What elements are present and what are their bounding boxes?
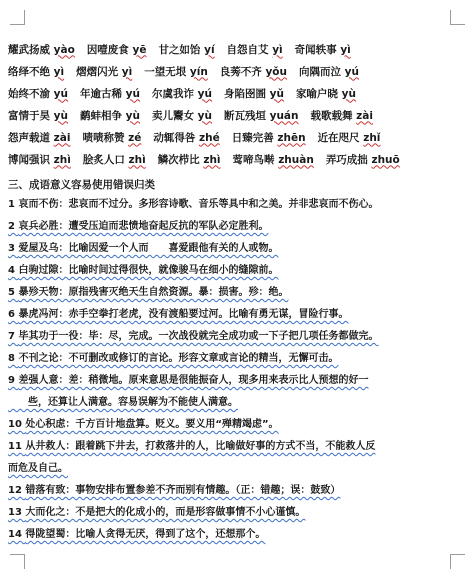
- idiom-pinyin-list: [8, 38, 460, 170]
- idiom-pinyin: yú: [344, 65, 359, 78]
- idiom-item: [152, 108, 224, 123]
- idiom-row: [8, 38, 460, 60]
- idiom-pinyin: zhé: [199, 131, 220, 144]
- idiom-word: 一望无垠: [144, 65, 187, 78]
- idiom-entry: [8, 392, 460, 414]
- idiom-entry: [8, 238, 460, 260]
- idiom-item: [224, 86, 296, 101]
- idiom-entry: [8, 216, 460, 238]
- idiom-pinyin: yú: [125, 87, 140, 100]
- entry-number: 12: [8, 485, 22, 496]
- idiom-pinyin: yù: [197, 109, 212, 122]
- entry-number: 7: [8, 331, 15, 342]
- idiom-pinyin: yē: [132, 43, 147, 56]
- idiom-item: [8, 130, 82, 145]
- idiom-word: 怨声载道: [8, 131, 50, 144]
- crop-mark-top-right: [450, 10, 465, 25]
- idiom-word: 家喻户晓: [295, 87, 338, 100]
- idiom-pinyin: yǔ: [269, 87, 284, 100]
- idiom-item: [299, 64, 371, 79]
- idiom-meaning-list: [8, 194, 460, 546]
- idiom-pinyin: yù: [53, 109, 68, 122]
- idiom-item: [220, 64, 299, 79]
- idiom-item: [8, 152, 83, 167]
- idiom-item: [158, 42, 226, 57]
- entry-text: 处心积虑：千方百计地盘算。贬义。要义用“殚精竭虑”。: [25, 419, 279, 430]
- idiom-entry: [8, 502, 460, 524]
- idiom-word: 身陷囹圄: [223, 87, 266, 100]
- idiom-word: 鹬蚌相争: [79, 109, 122, 122]
- idiom-item: [232, 130, 318, 145]
- idiom-pinyin: zhǐ: [363, 131, 381, 144]
- idiom-item: [87, 42, 159, 57]
- idiom-row: [8, 82, 460, 104]
- idiom-item: [76, 64, 144, 79]
- idiom-word: 脍炙人口: [82, 153, 125, 166]
- idiom-entry: [8, 326, 460, 348]
- idiom-word: 络绎不绝: [8, 65, 50, 78]
- entry-text: 而危及自己。: [8, 463, 68, 474]
- entry-text: 哀兵必胜：遭受压迫而悲愤地奋起反抗的军队必定胜利。: [18, 221, 269, 232]
- entry-number: 14: [8, 529, 22, 540]
- entry-text: 白驹过隙：比喻时间过得很快，就像骏马在细小的缝隙前。: [18, 265, 279, 276]
- idiom-word: 奇闻轶事: [294, 43, 337, 56]
- idiom-word: 弄巧成拙: [325, 153, 368, 166]
- entry-number: 3: [8, 243, 15, 254]
- entry-number: 13: [8, 507, 22, 518]
- idiom-pinyin: yuán: [269, 109, 299, 122]
- idiom-word: 日臻完善: [231, 131, 274, 144]
- entry-number: 11: [8, 441, 22, 452]
- idiom-pinyin: yǒu: [265, 65, 287, 78]
- crop-mark-top-left: [10, 10, 25, 25]
- idiom-item: [326, 152, 412, 167]
- idiom-word: 博闻强识: [8, 153, 50, 166]
- entry-text: 爱屋及乌：比喻因爱一个人而 喜爱跟他有关的人或物。: [18, 243, 279, 254]
- entry-number: 5: [8, 287, 15, 298]
- crop-mark-bottom-left: [10, 554, 25, 569]
- idiom-entry: [8, 282, 460, 304]
- crop-mark-bottom-right: [450, 554, 465, 569]
- idiom-item: [83, 152, 158, 167]
- entry-text: 大而化之：不是把大的化成小的，而是形容做事情不小心谨慎。: [25, 507, 306, 518]
- idiom-item: [233, 152, 326, 167]
- idiom-word: 年逾古稀: [79, 87, 122, 100]
- idiom-word: 耀武扬威: [8, 43, 50, 56]
- idiom-row: [8, 60, 460, 82]
- idiom-entry: [8, 436, 460, 458]
- idiom-pinyin: zhēn: [277, 131, 306, 144]
- idiom-pinyin: zài: [53, 131, 71, 144]
- entry-text: 暴殄天物：原指残害灭绝天生自然资源。暴：损害。殄：绝。: [18, 287, 289, 298]
- entry-number: 9: [8, 375, 15, 386]
- idiom-item: [153, 130, 231, 145]
- idiom-entry: [8, 304, 460, 326]
- entry-text: 些，还算让人满意。容易误解为不能使人满意。: [8, 397, 238, 408]
- idiom-pinyin: zhì: [128, 153, 146, 166]
- idiom-item: [144, 64, 220, 79]
- idiom-item: [158, 152, 233, 167]
- idiom-pinyin: yì: [53, 65, 65, 78]
- idiom-item: [224, 108, 311, 123]
- entry-text: 不刊之论：不可删改或修订的言论。形容文章或言论的精当，无懈可击。: [18, 353, 339, 364]
- idiom-word: 良莠不齐: [219, 65, 262, 78]
- idiom-item: [8, 64, 76, 79]
- entry-number: 6: [8, 309, 15, 320]
- idiom-entry: [8, 414, 460, 436]
- idiom-pinyin: yí: [204, 43, 215, 56]
- idiom-item: [152, 86, 224, 101]
- idiom-entry: [8, 480, 460, 502]
- idiom-word: 鳞次栉比: [157, 153, 200, 166]
- idiom-word: 载歌载舞: [310, 109, 353, 122]
- idiom-pinyin: yì: [340, 43, 351, 56]
- document-body: [8, 38, 460, 546]
- idiom-pinyin: yù: [125, 109, 140, 122]
- idiom-item: [296, 86, 368, 101]
- idiom-item: [80, 108, 152, 123]
- idiom-entry: [8, 458, 460, 480]
- idiom-word: 动辄得咎: [153, 131, 196, 144]
- idiom-entry: [8, 370, 460, 392]
- idiom-pinyin: yú: [197, 87, 212, 100]
- idiom-item: [311, 108, 385, 123]
- entry-text: 暴虎冯河：赤手空拳打老虎，没有渡船要过河。比喻有勇无谋，冒险行事。: [18, 309, 349, 320]
- entry-text: 毕其功于一役：毕：尽，完成。一次战役就完全成功或一下子把几项任务都做完。: [18, 331, 379, 342]
- idiom-pinyin: yú: [53, 87, 68, 100]
- idiom-item: [227, 42, 295, 57]
- idiom-pinyin: yín: [189, 65, 208, 78]
- idiom-pinyin: zhì: [53, 153, 71, 166]
- entry-text: 得陇望蜀：比喻人贪得无厌，得到了这个，还想那个。: [25, 529, 266, 540]
- idiom-item: [82, 130, 153, 145]
- idiom-item: [295, 42, 363, 57]
- idiom-row: [8, 148, 460, 170]
- idiom-word: 断瓦残垣: [223, 109, 266, 122]
- idiom-word: 尔虞我诈: [151, 87, 194, 100]
- idiom-word: 向隅而泣: [299, 65, 341, 78]
- idiom-word: 因噎废食: [86, 43, 129, 56]
- idiom-word: 熠熠闪光: [76, 65, 119, 78]
- idiom-entry: [8, 524, 460, 546]
- idiom-pinyin: zé: [128, 131, 142, 144]
- entry-text: 哀而不伤：悲哀而不过分。多形容诗歌、音乐等具中和之美。并非悲哀而不伤心。: [18, 199, 379, 210]
- section-title: 三、成语意义容易使用错误归类: [8, 179, 155, 191]
- idiom-item: [8, 108, 80, 123]
- idiom-pinyin: zhuō: [371, 153, 400, 166]
- idiom-word: 近在咫尺: [317, 131, 360, 144]
- idiom-entry: [8, 348, 460, 370]
- idiom-item: [80, 86, 152, 101]
- idiom-pinyin: zhuàn: [278, 153, 314, 166]
- entry-number: 10: [8, 419, 22, 430]
- entry-text: 差强人意：差：稍微地。原来意思是很能振奋人，现多用来表示比人预想的好一: [18, 375, 369, 386]
- entry-number: 2: [8, 221, 15, 232]
- entry-number: 8: [8, 353, 15, 364]
- idiom-pinyin: yào: [53, 43, 75, 56]
- idiom-item: [8, 86, 80, 101]
- idiom-entry: [8, 260, 460, 282]
- idiom-word: 富情于昊: [8, 109, 50, 122]
- idiom-word: 莺啼鸟啭: [232, 153, 275, 166]
- idiom-word: 始终不渝: [8, 87, 50, 100]
- idiom-pinyin: zhì: [203, 153, 221, 166]
- idiom-row: [8, 104, 460, 126]
- idiom-row: [8, 126, 460, 148]
- idiom-word: 自怨自艾: [226, 43, 269, 56]
- entry-number: 4: [8, 265, 15, 276]
- idiom-word: 啧啧称赞: [82, 131, 125, 144]
- idiom-word: 卖儿鬻女: [151, 109, 194, 122]
- idiom-entry: [8, 194, 460, 216]
- idiom-pinyin: zài: [356, 109, 373, 122]
- idiom-word: 甘之如饴: [158, 43, 201, 56]
- idiom-pinyin: yù: [341, 87, 356, 100]
- entry-text: 错落有致：事物安排布置参差不齐而别有情趣。（正：错趣；误：鼓致）: [25, 485, 341, 496]
- idiom-item: [318, 130, 393, 145]
- entry-text: 从井救人：跟着跳下井去，打救落井的人，比喻做好事的方式不当，不能救人反: [25, 441, 376, 452]
- idiom-item: [8, 42, 87, 57]
- entry-number: 1: [8, 199, 15, 210]
- idiom-pinyin: yì: [121, 65, 133, 78]
- idiom-pinyin: yì: [272, 43, 283, 56]
